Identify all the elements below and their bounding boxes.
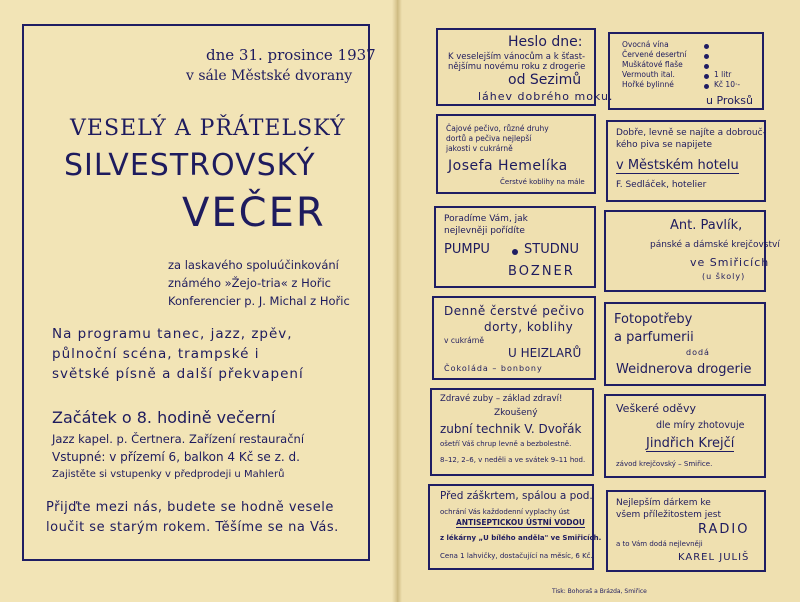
closing-line-1: Přijďte mezi nás, budete se hodně vesele (46, 500, 334, 515)
bozner-pump: PUMPU (444, 242, 490, 257)
program-line-1: Na programu tanec, jazz, zpěv, (52, 326, 293, 342)
andel-line-4: Cena 1 lahvičky, dostačující na měsíc, 6 Kč. (440, 552, 593, 560)
heslo-shop-name: od Sezimů (508, 72, 582, 88)
coop-line-2: známého »Žejo-tria« z Hořic (168, 276, 332, 290)
weidner-line-3: dodá (686, 348, 710, 357)
heizlar-line-4: Čokoláda – bonbony (444, 364, 543, 373)
julis-line-3: a to Vám dodá nejlevněji (616, 540, 703, 548)
start-time: Začátek o 8. hodině večerní (52, 408, 276, 427)
proksu-price-2: Kč 10·- (714, 80, 741, 89)
proksu-item-1: Ovocná vína (622, 40, 669, 49)
andel-product: ANTISEPTICKOU ÚSTNÍ VODOU (456, 518, 585, 527)
krejci-line-2: dle míry zhotovuje (656, 420, 745, 431)
proksu-item-4: Vermouth ital. (622, 70, 675, 79)
ad-krejci (604, 394, 766, 478)
ad-pavlik (604, 210, 780, 292)
weidner-line-1: Fotopotřeby (614, 312, 693, 327)
weidner-name: Weidnerova drogerie (616, 362, 752, 377)
bullet-icon (704, 64, 709, 69)
proksu-price-1: 1 litr (714, 70, 732, 79)
heizlar-line-1: Denně čerstvé pečivo (444, 304, 585, 318)
ad-bozner (434, 206, 596, 288)
printer-footer: Tisk: Bohoraš a Brázda, Smiřice (552, 588, 647, 595)
pavlik-name: Ant. Pavlík, (670, 218, 743, 233)
jazz-band: Jazz kapel. p. Čertnera. Zařízení restaurační (52, 432, 305, 446)
heizlar-line-2: dorty, koblihy (484, 320, 574, 334)
event-date: dne 31. prosince 1937 (206, 46, 376, 64)
ad-dvorak (430, 388, 594, 476)
julis-line-2: všem příležitostem jest (616, 510, 722, 520)
bozner-well: STUDNU (524, 242, 579, 257)
page-fold (392, 0, 402, 602)
hemelik-line-1: Čajové pečivo, různé druhy (446, 124, 549, 133)
julis-owner: KAREL JULIŠ (678, 552, 750, 563)
hotel-name: v Městském hotelu (616, 158, 739, 173)
bullet-icon (704, 44, 709, 49)
hemelik-line-2: dortů a pečiva nejlepší (446, 134, 532, 143)
ad-mestsky-hotel (606, 120, 766, 202)
coop-line-1: za laskavého spoluúčinkování (168, 258, 339, 272)
hotel-owner: F. Sedláček, hotelier (616, 180, 707, 190)
title-line-1: VESELÝ A PŘÁTELSKÝ (70, 116, 346, 141)
bullet-icon (704, 74, 709, 79)
heslo-line-3: láhev dobrého moku. (478, 90, 614, 103)
bullet-icon (704, 54, 709, 59)
bozner-name: BOZNER (508, 264, 575, 279)
krejci-line-1: Veškeré oděvy (616, 402, 696, 415)
bozner-line-2: nejlevněji pořídíte (444, 226, 525, 236)
heizlar-name: U HEIZLARŮ (508, 346, 582, 360)
krejci-line-3: závod krejčovský – Smiřice. (616, 460, 713, 468)
entry-price: Vstupné: v přízemí 6, balkon 4 Kč se z. d. (52, 450, 300, 464)
andel-line-2: ochrání Vás každodenní vyplachy úst (440, 508, 570, 516)
bullet-icon (704, 84, 709, 89)
proksu-name: u Proksů (706, 94, 753, 107)
julis-product: RADIO (698, 522, 750, 537)
hemelik-line-3: jakosti v cukrárně (446, 144, 513, 153)
dvorak-line-3: ošetří Váš chrup levně a bezbolestně. (440, 440, 572, 448)
dvorak-line-2: Zkoušený (494, 408, 538, 418)
bullet-icon (512, 249, 518, 255)
ad-u-bileho-andela (428, 484, 602, 570)
hemelik-note: Čerstvé koblihy na mále (500, 178, 585, 186)
dvorak-line-1: Zdravé zuby – základ zdraví! (440, 394, 563, 404)
heslo-line-2: nějšímu novému roku z drogerie (448, 62, 586, 72)
andel-line-3: z lékárny „U bílého anděla" ve Smiřicích. (440, 534, 602, 542)
weidner-line-2: a parfumerii (614, 330, 694, 345)
program-line-3: světské písně a další překvapení (52, 366, 304, 382)
bozner-line-1: Poradíme Vám, jak (444, 214, 528, 224)
krejci-name: Jindřich Krejčí (646, 436, 735, 451)
program-line-2: půlnoční scéna, trampské i (52, 346, 260, 362)
proksu-item-2: Červené desertní (622, 50, 687, 59)
closing-line-2: loučit se starým rokem. Těšíme se na Vás. (46, 520, 339, 535)
pavlik-line-2: ve Smiřicích (690, 256, 770, 269)
coop-line-3: Konferencier p. J. Michal z Hořic (168, 294, 350, 308)
poster-frame (22, 24, 376, 561)
hotel-line-2: kého piva se napijete (616, 140, 713, 150)
dvorak-name: zubní technik V. Dvořák (440, 422, 582, 436)
ad-proksu (608, 32, 764, 110)
ad-hemelik (436, 114, 596, 194)
proksu-item-5: Hořké bylinné (622, 80, 674, 89)
title-line-3: VEČER (182, 190, 326, 236)
pavlik-line-1: pánské a dámské krejčovství (650, 240, 780, 250)
event-venue: v sále Městské dvorany (186, 68, 353, 84)
ad-heslo-dne (436, 28, 614, 106)
hotel-line-1: Dobře, levně se najíte a dobrouč- (616, 128, 766, 138)
proksu-item-3: Muškátové flaše (622, 60, 683, 69)
ad-julis (606, 490, 766, 572)
pavlik-line-3: (u školy) (702, 272, 746, 281)
julis-line-1: Nejlepším dárkem ke (616, 498, 711, 508)
heizlar-line-3: v cukrárně (444, 336, 485, 345)
hemelik-name: Josefa Hemelíka (448, 158, 568, 174)
title-line-2: SILVESTROVSKÝ (64, 148, 316, 183)
ad-heizlar (432, 296, 596, 380)
ticket-note: Zajistěte si vstupenky v předprodeji u Mahlerů (52, 469, 285, 480)
heslo-line-1: K veselejším vánocům a k šťast- (448, 52, 586, 62)
ad-weidner (604, 302, 766, 386)
dvorak-line-4: 8–12, 2–6, v neděli a ve svátek 9–11 hod. (440, 456, 586, 464)
andel-line-1: Před záškrtem, spálou a pod. (440, 490, 593, 502)
heslo-title: Heslo dne: (508, 34, 583, 50)
